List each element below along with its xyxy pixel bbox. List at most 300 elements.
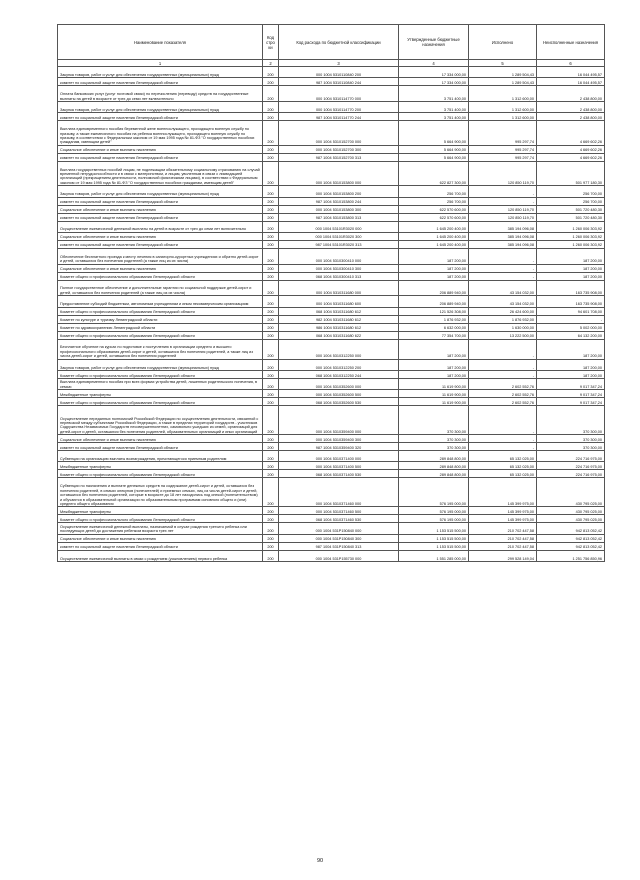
budget-code: 000 1004 53101R3020 300	[279, 232, 399, 240]
row-name: комитет по социальной защите населения Ленинградской области	[58, 197, 263, 205]
row-code: 200	[263, 507, 279, 515]
row-name: Социальное обеспечение и иные выплаты населению	[58, 205, 263, 213]
budget-code: 000 1004 5310300410 000	[279, 248, 399, 264]
budget-code: 068 1004 5310311680 622	[279, 331, 399, 339]
executed-amount: 995 297,74	[469, 145, 537, 153]
budget-code: 068 1004 5310371400 530	[279, 470, 399, 478]
budget-code: 987 1004 5310153800 313	[279, 213, 399, 221]
unexecuted-amount: 9 017 347,24	[537, 390, 605, 398]
budget-code: 000 1004 5310312250 200	[279, 359, 399, 370]
row-name: Выплата единовременного пособия при всех формах устройства детей, лишенных родительского попечения, в семью	[58, 378, 263, 389]
executed-amount: 120 850 119,70	[469, 161, 537, 186]
budget-code: 000 1004 5310352600 000	[279, 378, 399, 389]
row-code: 200	[263, 451, 279, 462]
row-code: 200	[263, 323, 279, 331]
approved-amount: 1 153 515 500,00	[399, 534, 469, 542]
row-name: Комитет общего и профессионального образования Ленинградской области	[58, 398, 263, 406]
executed-amount: 1 289 504,43	[469, 67, 537, 78]
row-code: 200	[263, 121, 279, 146]
approved-amount: 3 751 400,00	[399, 101, 469, 112]
budget-code: 987 1004 5310153800 244	[279, 197, 399, 205]
budget-code: 000 1004 5310110840 200	[279, 67, 399, 78]
executed-amount: -	[469, 435, 537, 443]
row-code: 200	[263, 153, 279, 161]
executed-amount: 210 702 447,58	[469, 523, 537, 534]
unexecuted-amount: 16 044 495,57	[537, 78, 605, 86]
unexecuted-amount: 224 716 975,00	[537, 470, 605, 478]
executed-amount: 43 154 032,00	[469, 280, 537, 296]
executed-amount: -	[469, 272, 537, 280]
table-row	[58, 315, 605, 323]
budget-code: 000 1004 531P150840 300	[279, 534, 399, 542]
column-number: 4	[399, 60, 469, 67]
approved-amount: 5 664 900,00	[399, 121, 469, 146]
row-name: комитет по социальной защите населения Ленинградской области	[58, 78, 263, 86]
approved-amount: 622 827 300,00	[399, 161, 469, 186]
budget-code: 000 1004 5310152700 000	[279, 121, 399, 146]
executed-amount: 385 194 096,08	[469, 221, 537, 232]
approved-amount: 622 570 600,00	[399, 205, 469, 213]
row-code: 200	[263, 248, 279, 264]
unexecuted-amount: 1 260 006 303,92	[537, 240, 605, 248]
column-number: 5	[469, 60, 537, 67]
budget-code: 000 1004 5310152700 300	[279, 145, 399, 153]
approved-amount: 622 570 600,00	[399, 213, 469, 221]
row-code: 200	[263, 272, 279, 280]
budget-code: 982 1004 5310311680 612	[279, 315, 399, 323]
budget-code: 987 1004 5310114770 244	[279, 113, 399, 121]
unexecuted-amount: 16 044 495,57	[537, 67, 605, 78]
unexecuted-amount: 256 700,00	[537, 186, 605, 197]
row-name: Социальное обеспечение и иные выплаты населению	[58, 145, 263, 153]
row-name: Предоставление субсидий бюджетным, автономным учреждениям и иным некоммерческим организациям	[58, 296, 263, 307]
table-row	[58, 248, 605, 264]
executed-amount: 65 132 025,00	[469, 462, 537, 470]
executed-amount: -	[469, 359, 537, 370]
executed-amount: 13 222 500,00	[469, 331, 537, 339]
row-name: комитет по социальной защите населения Ленинградской области	[58, 542, 263, 550]
approved-amount: 576 195 000,00	[399, 507, 469, 515]
executed-amount: -	[469, 248, 537, 264]
approved-amount: 187 200,00	[399, 248, 469, 264]
row-code: 200	[263, 197, 279, 205]
approved-amount: 11 619 900,00	[399, 398, 469, 406]
budget-code: 000 1004 5310312250 000	[279, 339, 399, 359]
table-body	[58, 67, 605, 562]
header-approved: Утвержденные бюджетные назначения	[399, 25, 469, 60]
row-code: 200	[263, 280, 279, 296]
unexecuted-amount: 187 200,00	[537, 339, 605, 359]
budget-code: 987 1004 5310359400 320	[279, 443, 399, 451]
table-row	[58, 272, 605, 280]
row-code: 200	[263, 78, 279, 86]
approved-amount: 3 751 400,00	[399, 113, 469, 121]
header-budget-code: Код расхода по бюджетной классификации	[279, 25, 399, 60]
table-row	[58, 101, 605, 112]
row-code: 200	[263, 161, 279, 186]
header-executed: Исполнено	[469, 25, 537, 60]
budget-code: 068 1004 5310312250 244	[279, 370, 399, 378]
row-name: Выплата государственных пособий лицам, не подлежащим обязательному социальному страхованию на случай временной нетрудоспособности и в связи с материнством, и лицам, уволенным в связи с ликвидацией организаций (прекращением деятельности, полномочий физическими лицами), в соответствии с Федеральным законом от 19 мая 1995 года № 81-ФЗ "О государственных пособиях гражданам, имеющим детей"	[58, 161, 263, 186]
executed-amount: 995 297,74	[469, 153, 537, 161]
report-sheet	[57, 24, 604, 562]
approved-amount: 11 619 900,00	[399, 390, 469, 398]
executed-amount: 2 602 552,76	[469, 390, 537, 398]
approved-amount: 17 334 000,00	[399, 78, 469, 86]
unexecuted-amount: 370 300,00	[537, 443, 605, 451]
budget-code: 000 1004 5310114770 200	[279, 101, 399, 112]
budget-code: 000 1004 5310311680 600	[279, 296, 399, 307]
unexecuted-amount: 4 669 602,26	[537, 153, 605, 161]
executed-amount: -	[469, 197, 537, 205]
table-row	[58, 478, 605, 507]
executed-amount: 145 399 975,00	[469, 478, 537, 507]
row-code: 200	[263, 523, 279, 534]
row-name: Комитет по здравоохранению Ленинградской области	[58, 323, 263, 331]
approved-amount: 289 848 800,00	[399, 462, 469, 470]
table-row	[58, 378, 605, 389]
unexecuted-amount: 163 735 908,00	[537, 280, 605, 296]
executed-amount: 65 132 025,00	[469, 470, 537, 478]
executed-amount: 210 702 447,58	[469, 534, 537, 542]
executed-amount: -	[469, 339, 537, 359]
unexecuted-amount: 1 251 756 850,96	[537, 550, 605, 561]
unexecuted-amount: 942 813 052,42	[537, 534, 605, 542]
budget-code: 000 1004 5310311680 000	[279, 280, 399, 296]
table-row	[58, 515, 605, 523]
table-row	[58, 67, 605, 78]
table-row	[58, 523, 605, 534]
approved-amount: 576 195 000,00	[399, 478, 469, 507]
row-code: 200	[263, 296, 279, 307]
budget-code: 000 1004 5310359400 300	[279, 435, 399, 443]
approved-amount: 576 195 000,00	[399, 515, 469, 523]
row-name: Полное государственное обеспечение и дополнительные гарантии по социальной поддержке детей-сирот и детей, оставшихся без попечения родителей (а также лиц из их числа)	[58, 280, 263, 296]
executed-amount: 43 154 032,00	[469, 296, 537, 307]
approved-amount: 17 334 000,00	[399, 67, 469, 78]
approved-amount: 370 300,00	[399, 443, 469, 451]
unexecuted-amount: 187 200,00	[537, 370, 605, 378]
executed-amount: 299 528 149,04	[469, 550, 537, 561]
row-code: 200	[263, 264, 279, 272]
budget-code: 000 1004 53101R3020 000	[279, 221, 399, 232]
executed-amount: 1 630 000,00	[469, 323, 537, 331]
executed-amount: 1 312 600,00	[469, 101, 537, 112]
budget-code: 000 1004 531P155730 000	[279, 550, 399, 561]
executed-amount: 65 132 025,00	[469, 451, 537, 462]
row-name: Комитет общего и профессионального образования Ленинградской области	[58, 307, 263, 315]
approved-amount: 187 200,00	[399, 272, 469, 280]
row-code: 200	[263, 378, 279, 389]
table-row	[58, 78, 605, 86]
row-name: комитет по социальной защите населения Ленинградской области	[58, 443, 263, 451]
unexecuted-amount: 187 200,00	[537, 248, 605, 264]
header-name: Наименование показателя	[58, 25, 263, 60]
row-name: Комитет по культуре и туризму Ленинградской области	[58, 315, 263, 323]
row-code: 200	[263, 462, 279, 470]
executed-amount: -	[469, 264, 537, 272]
row-code: 200	[263, 232, 279, 240]
table-row	[58, 153, 605, 161]
approved-amount: 187 200,00	[399, 339, 469, 359]
budget-code: 000 1004 5310153800 000	[279, 161, 399, 186]
row-name: Закупка товаров, работ и услуг для обеспечения государственных (муниципальных) нужд	[58, 186, 263, 197]
row-name: Обеспечение бесплатного проезда к месту лечения в санаторно-курортных учреждениях и обратно детей-сирот и детей, оставшихся без попечения родителей (а также лиц из их числа)	[58, 248, 263, 264]
unexecuted-amount: 2 438 800,00	[537, 101, 605, 112]
approved-amount: 187 200,00	[399, 359, 469, 370]
table-row	[58, 406, 605, 435]
row-code: 200	[263, 443, 279, 451]
table-row	[58, 232, 605, 240]
executed-amount: -	[469, 443, 537, 451]
unexecuted-amount: 256 700,00	[537, 197, 605, 205]
executed-amount: 120 850 119,70	[469, 205, 537, 213]
row-code: 200	[263, 145, 279, 153]
unexecuted-amount: 1 260 006 303,92	[537, 232, 605, 240]
executed-amount: 145 399 975,00	[469, 507, 537, 515]
budget-code: 000 1004 5310359400 000	[279, 406, 399, 435]
table-row	[58, 534, 605, 542]
row-name: Межбюджетные трансферты	[58, 390, 263, 398]
executed-amount: -	[469, 186, 537, 197]
approved-amount: 206 889 940,00	[399, 296, 469, 307]
row-code: 200	[263, 315, 279, 323]
unexecuted-amount: 942 813 052,42	[537, 542, 605, 550]
budget-execution-table	[57, 24, 605, 562]
unexecuted-amount: 64 132 200,00	[537, 331, 605, 339]
executed-amount: 1 312 600,00	[469, 86, 537, 102]
approved-amount: 77 354 700,00	[399, 331, 469, 339]
header-unexecuted: Неисполненные назначения	[537, 25, 605, 60]
executed-amount: 1 876 932,00	[469, 315, 537, 323]
unexecuted-amount: 4 669 602,26	[537, 145, 605, 153]
approved-amount: 256 700,00	[399, 197, 469, 205]
row-code: 200	[263, 240, 279, 248]
approved-amount: 289 848 800,00	[399, 451, 469, 462]
unexecuted-amount: 187 200,00	[537, 272, 605, 280]
budget-code: 000 1004 5310352600 500	[279, 390, 399, 398]
executed-amount: 26 424 600,00	[469, 307, 537, 315]
table-row	[58, 280, 605, 296]
approved-amount: 1 645 200 400,00	[399, 232, 469, 240]
table-row	[58, 451, 605, 462]
executed-amount: -	[469, 406, 537, 435]
row-name: Комитет общего и профессионального образования Ленинградской области	[58, 515, 263, 523]
approved-amount: 256 700,00	[399, 186, 469, 197]
row-name: Межбюджетные трансферты	[58, 507, 263, 515]
row-name: комитет по социальной защите населения Ленинградской области	[58, 213, 263, 221]
approved-amount: 187 200,00	[399, 264, 469, 272]
row-name: Закупка товаров, работ и услуг для обеспечения государственных (муниципальных) нужд	[58, 101, 263, 112]
row-code: 200	[263, 67, 279, 78]
approved-amount: 206 889 940,00	[399, 280, 469, 296]
column-number: 1	[58, 60, 263, 67]
table-row	[58, 197, 605, 205]
unexecuted-amount: 187 200,00	[537, 264, 605, 272]
executed-amount: -	[469, 370, 537, 378]
table-row	[58, 145, 605, 153]
row-code: 200	[263, 542, 279, 550]
table-row	[58, 113, 605, 121]
row-name: Комитет общего и профессионального образования Ленинградской области	[58, 272, 263, 280]
unexecuted-amount: 430 795 025,00	[537, 507, 605, 515]
executed-amount: 2 602 552,76	[469, 398, 537, 406]
row-name: Комитет общего и профессионального образования Ленинградской области	[58, 331, 263, 339]
row-code: 200	[263, 331, 279, 339]
row-code: 200	[263, 470, 279, 478]
executed-amount: 120 850 119,70	[469, 213, 537, 221]
header-row-code: Код стро ки	[263, 25, 279, 60]
table-row	[58, 462, 605, 470]
unexecuted-amount: 224 716 975,00	[537, 451, 605, 462]
table-row	[58, 264, 605, 272]
approved-amount: 1 876 932,00	[399, 315, 469, 323]
row-code: 200	[263, 213, 279, 221]
approved-amount: 370 300,00	[399, 406, 469, 435]
approved-amount: 289 848 800,00	[399, 470, 469, 478]
table-row	[58, 161, 605, 186]
approved-amount: 1 645 200 400,00	[399, 240, 469, 248]
budget-code: 000 1004 5310153800 200	[279, 186, 399, 197]
row-name: Комитет общего и профессионального образования Ленинградской области	[58, 370, 263, 378]
approved-amount: 370 300,00	[399, 435, 469, 443]
budget-code: 987 1004 5310152700 313	[279, 153, 399, 161]
unexecuted-amount: 163 735 908,00	[537, 296, 605, 307]
table-row	[58, 390, 605, 398]
table-row	[58, 470, 605, 478]
row-code: 200	[263, 307, 279, 315]
row-code: 200	[263, 86, 279, 102]
unexecuted-amount: 94 601 708,00	[537, 307, 605, 315]
table-row	[58, 213, 605, 221]
budget-code: 987 1004 53101R3020 313	[279, 240, 399, 248]
executed-amount: 2 602 552,76	[469, 378, 537, 389]
row-name: Осуществление ежемесячной денежной выплаты на детей в возрасте от трех до семи лет включительно	[58, 221, 263, 232]
row-name: Субвенции на организацию выплаты вознаграждения, причитающегося приемным родителям	[58, 451, 263, 462]
unexecuted-amount: 1 260 006 303,92	[537, 221, 605, 232]
table-row	[58, 331, 605, 339]
row-name: Осуществление переданных полномочий Российской Федерации по осуществлению деятельности, связанной с перевозкой между субъектами Российской Федерации, а также в пределах территорий государств - участников Содружества Независимых Государств несовершеннолетних, самовольно ушедших из семей, организаций для детей-сирот и детей, оставшихся без попечения родителей, образовательных организаций и иных организаций	[58, 406, 263, 435]
row-name: Оплата банковских услуг (услуг почтовой связи) по перечислению (переводу) средств на государственные выплаты на детей в возрасте от трех до семи лет включительно	[58, 86, 263, 102]
column-number: 3	[279, 60, 399, 67]
budget-code: 000 1004 5310371400 000	[279, 451, 399, 462]
budget-code: 068 1004 5310352600 530	[279, 398, 399, 406]
table-row	[58, 86, 605, 102]
executed-amount: 145 399 975,00	[469, 515, 537, 523]
budget-code: 987 1004 5310110840 244	[279, 78, 399, 86]
row-name: Закупка товаров, работ и услуг для обеспечения государственных (муниципальных) нужд	[58, 67, 263, 78]
column-number: 6	[537, 60, 605, 67]
unexecuted-amount: 2 438 800,00	[537, 86, 605, 102]
row-name: Осуществление ежемесячной выплаты в связи с рождением (усыновлением) первого ребенка	[58, 550, 263, 561]
budget-code: 000 1004 5310371460 000	[279, 478, 399, 507]
table-row	[58, 398, 605, 406]
table-row	[58, 507, 605, 515]
budget-code: 000 1004 531P150840 000	[279, 523, 399, 534]
row-code: 200	[263, 186, 279, 197]
row-name: комитет по социальной защите населения Ленинградской области	[58, 113, 263, 121]
executed-amount: 385 194 096,08	[469, 232, 537, 240]
approved-amount: 1 645 200 400,00	[399, 221, 469, 232]
row-code: 200	[263, 221, 279, 232]
row-code: 200	[263, 435, 279, 443]
budget-code: 000 1004 5310153800 300	[279, 205, 399, 213]
page-number: 90	[316, 858, 324, 864]
table-row	[58, 542, 605, 550]
row-name: Социальное обеспечение и иные выплаты населению	[58, 264, 263, 272]
row-code: 200	[263, 534, 279, 542]
executed-amount: 1 312 600,00	[469, 113, 537, 121]
row-code: 200	[263, 370, 279, 378]
executed-amount: 210 702 447,58	[469, 542, 537, 550]
row-code: 200	[263, 101, 279, 112]
unexecuted-amount: 501 977 180,30	[537, 161, 605, 186]
table-row	[58, 240, 605, 248]
budget-code: 068 1004 5310300410 313	[279, 272, 399, 280]
approved-amount: 1 153 515 500,00	[399, 523, 469, 534]
approved-amount: 1 153 515 500,00	[399, 542, 469, 550]
row-code: 200	[263, 398, 279, 406]
row-code: 200	[263, 515, 279, 523]
unexecuted-amount: 9 017 347,24	[537, 378, 605, 389]
unexecuted-amount: 430 795 025,00	[537, 478, 605, 507]
row-name: комитет по социальной защите населения Ленинградской области	[58, 240, 263, 248]
row-code: 200	[263, 550, 279, 561]
row-name: Бесплатное обучение на курсах по подготовке к поступлению в организации среднего и высшего профессионального образования детей-сирот и детей, оставшихся без попечения родителей, а также лиц из числа детей-сирот и детей, оставшихся без попечения родителей	[58, 339, 263, 359]
row-code: 200	[263, 359, 279, 370]
budget-code: 000 1004 5310114770 000	[279, 86, 399, 102]
row-code: 200	[263, 205, 279, 213]
table-row	[58, 339, 605, 359]
table-row	[58, 205, 605, 213]
budget-code: 986 1004 5310311680 612	[279, 323, 399, 331]
row-name: Осуществление ежемесячной денежной выплаты, назначаемой в случае рождения третьего ребенка или последующих детей до достижения ребенком возраста трех лет	[58, 523, 263, 534]
unexecuted-amount: -	[537, 315, 605, 323]
row-name: Социальное обеспечение и иные выплаты населению	[58, 232, 263, 240]
unexecuted-amount: 2 438 800,00	[537, 113, 605, 121]
approved-amount: 6 632 000,00	[399, 323, 469, 331]
table-row	[58, 370, 605, 378]
row-name: Закупка товаров, работ и услуг для обеспечения государственных (муниципальных) нужд	[58, 359, 263, 370]
executed-amount: 385 194 096,08	[469, 240, 537, 248]
budget-code: 000 1004 5310371400 500	[279, 462, 399, 470]
unexecuted-amount: 224 716 975,00	[537, 462, 605, 470]
approved-amount: 187 200,00	[399, 370, 469, 378]
budget-code: 000 1004 5310371460 500	[279, 507, 399, 515]
row-code: 200	[263, 390, 279, 398]
row-name: Комитет общего и профессионального образования Ленинградской области	[58, 470, 263, 478]
table-row	[58, 359, 605, 370]
table-row	[58, 121, 605, 146]
row-code: 200	[263, 478, 279, 507]
row-code: 200	[263, 113, 279, 121]
unexecuted-amount: 942 813 052,42	[537, 523, 605, 534]
budget-code: 987 1004 531P150840 313	[279, 542, 399, 550]
row-name: Субвенции по назначению и выплате денежных средств на содержание детей-сирот и детей, оставшихся без попечения родителей, в семьях опекунов (попечителей) и приемных семьях, лиц из числа детей-сирот и детей, оставшихся без попечения родителей, которые в возрасте до 18 лет находились под опекой (попечительством) и обучаются в образовательной организации по образовательным программам основного общего и (или) среднего общего образования	[58, 478, 263, 507]
unexecuted-amount: 430 795 025,00	[537, 515, 605, 523]
row-code: 200	[263, 406, 279, 435]
unexecuted-amount: 9 017 347,24	[537, 398, 605, 406]
unexecuted-amount: 5 002 000,00	[537, 323, 605, 331]
unexecuted-amount: 187 200,00	[537, 359, 605, 370]
row-name: Социальное обеспечение и иные выплаты населению	[58, 534, 263, 542]
approved-amount: 11 619 900,00	[399, 378, 469, 389]
row-name: Социальное обеспечение и иные выплаты населению	[58, 435, 263, 443]
budget-code: 068 1004 5310371460 530	[279, 515, 399, 523]
approved-amount: 5 664 900,00	[399, 145, 469, 153]
executed-amount: 995 297,74	[469, 121, 537, 146]
unexecuted-amount: 4 669 602,26	[537, 121, 605, 146]
